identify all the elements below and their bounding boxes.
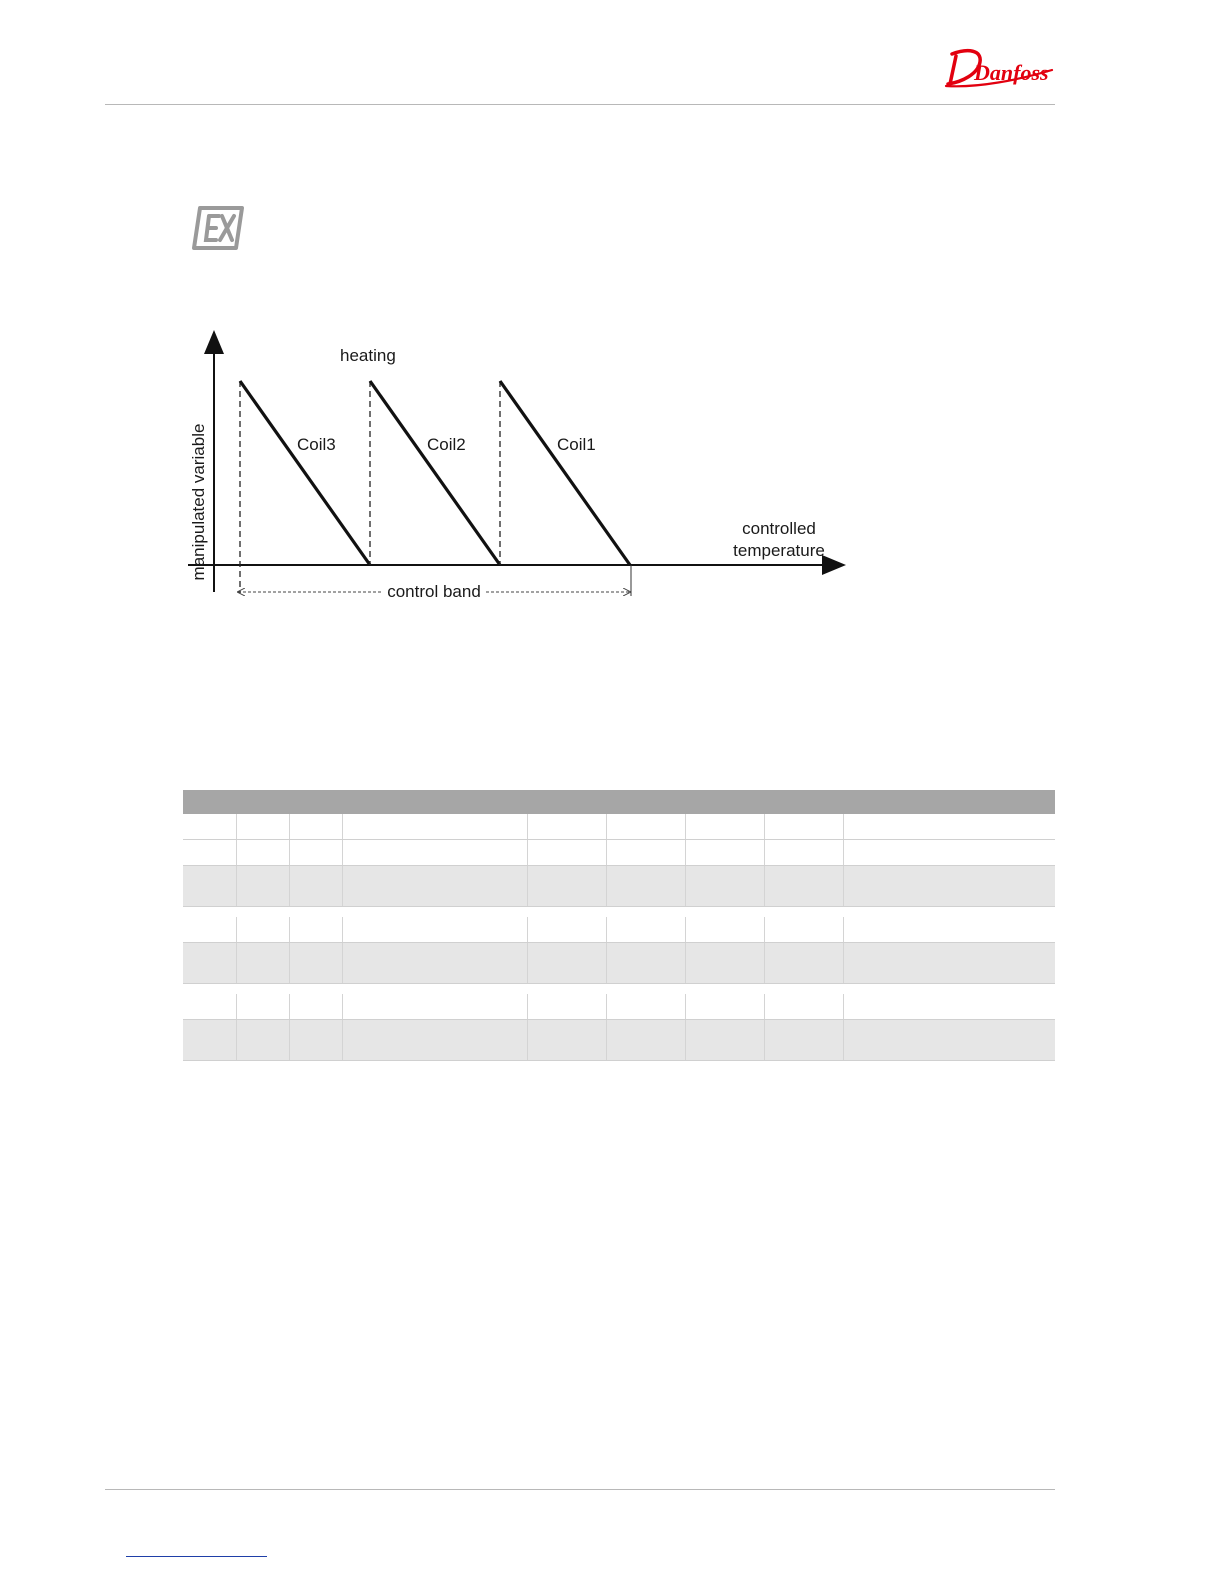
table-cell: [685, 994, 764, 1019]
table-cell: [183, 943, 236, 983]
header-divider: [105, 104, 1055, 105]
table-header: [183, 790, 1055, 814]
coil-label: Coil1: [557, 435, 596, 454]
table-cell: [764, 866, 843, 906]
table-cell: [342, 840, 527, 865]
table-cell: [289, 814, 342, 839]
table-cell: [527, 814, 606, 839]
coil-ramp-line: [500, 381, 630, 565]
table-cell: [606, 840, 685, 865]
table-cell: [843, 994, 1055, 1019]
table-cell: [685, 943, 764, 983]
table-row: [183, 994, 1055, 1020]
ex-icon: [190, 204, 246, 252]
table-cell: [685, 917, 764, 942]
table-cell: [764, 814, 843, 839]
table-cell: [843, 866, 1055, 906]
control-band-label: control band: [387, 582, 481, 601]
table-row: [183, 943, 1055, 984]
coil-label: Coil2: [427, 435, 466, 454]
table-cell: [236, 814, 289, 839]
table-cell: [183, 814, 236, 839]
table-cell: [843, 1020, 1055, 1060]
table-cell: [685, 866, 764, 906]
table-cell: [183, 1020, 236, 1060]
table-cell: [342, 814, 527, 839]
table-cell: [183, 917, 236, 942]
table-cell: [843, 943, 1055, 983]
table-cell: [685, 814, 764, 839]
table-row: [183, 917, 1055, 943]
heating-coils-diagram: [180, 322, 850, 612]
table-cell: [236, 840, 289, 865]
x-axis-label-line2: temperature: [733, 541, 825, 560]
heating-label: heating: [340, 346, 396, 365]
table-cell: [843, 840, 1055, 865]
coil-label: Coil3: [297, 435, 336, 454]
table-cell: [764, 943, 843, 983]
table-row: [183, 866, 1055, 907]
table-cell: [183, 866, 236, 906]
table-cell: [342, 943, 527, 983]
table-cell: [606, 943, 685, 983]
table-cell: [764, 917, 843, 942]
table-cell: [606, 814, 685, 839]
table-cell: [289, 994, 342, 1019]
table-cell: [289, 943, 342, 983]
footer-divider: [105, 1489, 1055, 1490]
table-cell: [764, 994, 843, 1019]
table-gap: [183, 984, 1055, 994]
danfoss-logo: [938, 42, 1058, 92]
table-gap: [183, 907, 1055, 917]
table-cell: [527, 866, 606, 906]
y-axis-label: manipulated variable: [189, 423, 208, 581]
table-cell: [764, 840, 843, 865]
table-cell: [236, 866, 289, 906]
x-axis-label-line1: controlled: [742, 519, 816, 538]
table-cell: [685, 840, 764, 865]
table-cell: [236, 994, 289, 1019]
table-cell: [289, 1020, 342, 1060]
table-cell: [764, 1020, 843, 1060]
parameter-table: [183, 790, 1055, 1061]
table-cell: [606, 866, 685, 906]
table-row: [183, 840, 1055, 866]
table-cell: [236, 1020, 289, 1060]
table-cell: [527, 994, 606, 1019]
table-cell: [843, 814, 1055, 839]
table-cell: [342, 866, 527, 906]
logo-text: Danfoss: [974, 60, 1049, 85]
table-cell: [289, 917, 342, 942]
table-cell: [527, 1020, 606, 1060]
table-cell: [342, 994, 527, 1019]
table-cell: [289, 840, 342, 865]
table-cell: [527, 917, 606, 942]
table-cell: [527, 943, 606, 983]
coil-ramp-line: [240, 381, 370, 565]
table-cell: [342, 1020, 527, 1060]
table-row: [183, 1020, 1055, 1061]
table-cell: [183, 840, 236, 865]
table-cell: [183, 994, 236, 1019]
table-cell: [606, 1020, 685, 1060]
coil-ramp-line: [370, 381, 500, 565]
table-cell: [606, 994, 685, 1019]
table-cell: [342, 917, 527, 942]
table-cell: [843, 917, 1055, 942]
table-cell: [289, 866, 342, 906]
footer-link-underline[interactable]: [126, 1556, 267, 1557]
table-cell: [236, 943, 289, 983]
table-cell: [685, 1020, 764, 1060]
table-row: [183, 814, 1055, 840]
table-cell: [236, 917, 289, 942]
table-cell: [527, 840, 606, 865]
table-cell: [606, 917, 685, 942]
